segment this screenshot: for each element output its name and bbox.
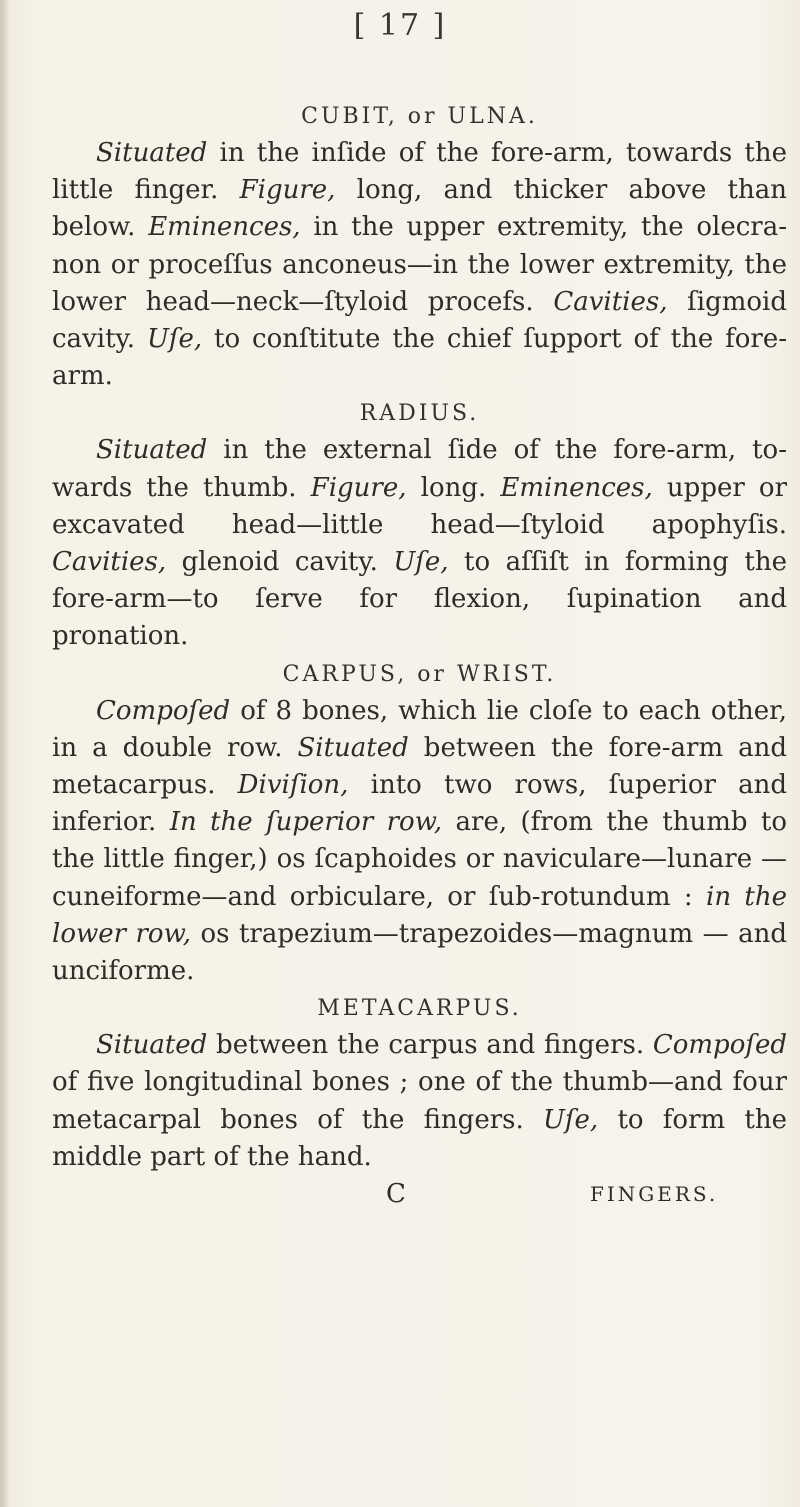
- italic-term: Situated: [96, 435, 208, 466]
- italic-term: Figure,: [239, 175, 336, 206]
- body-text: between the carpus and fingers.: [207, 1030, 653, 1061]
- text-block: [52, 98, 787, 1213]
- body-text: glenoid cavity.: [166, 547, 394, 578]
- section-cubit: [52, 98, 787, 395]
- section-title-cubit: CUBIT, or ULNA.: [301, 104, 538, 129]
- italic-term: Compoſed: [96, 695, 231, 726]
- section-body-radius: [52, 432, 787, 655]
- italic-term: Cavities,: [52, 547, 167, 578]
- section-title-carpus: CARPUS, or WRIST.: [282, 661, 557, 687]
- section-carpus: [52, 656, 787, 991]
- italic-term: Compoſed: [652, 1030, 787, 1061]
- body-text: to aſſiſt in forming the fore-arm—to ſerve for flexion, ſupination and pronation.: [52, 547, 787, 652]
- page-number: [ 17 ]: [353, 8, 447, 43]
- section-title-radius: RADIUS.: [359, 401, 480, 427]
- section-body-metacarpus: [52, 1027, 787, 1176]
- body-text: between the fore-arm and metacarpus.: [52, 732, 787, 801]
- body-text: of five longitudinal bones ; one of the thumb—and four metacarpal bones of the fingers.: [52, 1067, 787, 1135]
- body-text: os trapezium—trapezoides—magnum — and unciforme.: [52, 918, 787, 987]
- section-metacarpus: [52, 990, 787, 1176]
- body-text: to form the middle part of the hand.: [52, 1104, 787, 1172]
- body-text: are, (from the thumb to the little finger,) os ſcaphoides or naviculare—lunare —cuneiforme—and orbiculare, or ſub-rotundum :: [52, 807, 787, 912]
- italic-term: Situated: [96, 138, 208, 168]
- signature-mark: C: [386, 1179, 406, 1210]
- italic-term: In the ſuperior row,: [169, 807, 443, 838]
- binding-shadow: [0, 0, 10, 1507]
- body-text: upper or excavated head—little head—ſtyloid apophyſis.: [52, 472, 788, 540]
- italic-term: Figure,: [310, 472, 407, 503]
- body-text: in the upper extremity, the olecra-non or proceſſus anconeus—in the lower extremity, the lower head—neck—ſtyloid procefs.: [52, 212, 787, 317]
- body-text: into two rows, ſuperior and inferior.: [52, 770, 787, 838]
- italic-term: Eminences,: [148, 212, 301, 243]
- italic-term: Uſe,: [393, 547, 449, 578]
- body-text: in the external ſide of the fore-arm, to-wards the thumb.: [52, 435, 787, 503]
- italic-term: Diviſion,: [237, 770, 349, 801]
- body-text: long.: [406, 472, 501, 503]
- italic-term: Uſe,: [146, 324, 203, 355]
- body-text: in the inſide of the fore-arm, towards the little finger.: [52, 138, 787, 206]
- body-text: long, and thicker above than below.: [52, 175, 787, 243]
- italic-term: Uſe,: [543, 1104, 599, 1135]
- section-title-metacarpus: METACARPUS.: [317, 996, 522, 1022]
- section-radius: [52, 395, 787, 655]
- italic-term: Situated: [96, 1030, 208, 1061]
- body-text: to conſtitute the chief ſupport of the fore-arm.: [52, 324, 788, 392]
- catchword: FINGERS.: [590, 1182, 719, 1207]
- section-body-cubit: [52, 135, 787, 395]
- body-text: of 8 bones, which lie cloſe to each other, in a double row.: [52, 695, 787, 763]
- body-text: ſigmoid cavity.: [52, 286, 787, 355]
- page-footer: [52, 1176, 787, 1213]
- italic-term: Situated: [297, 732, 409, 763]
- italic-term: in the lower row,: [52, 881, 787, 949]
- italic-term: Cavities,: [553, 286, 668, 317]
- section-body-carpus: [52, 693, 787, 991]
- italic-term: Eminences,: [500, 472, 653, 503]
